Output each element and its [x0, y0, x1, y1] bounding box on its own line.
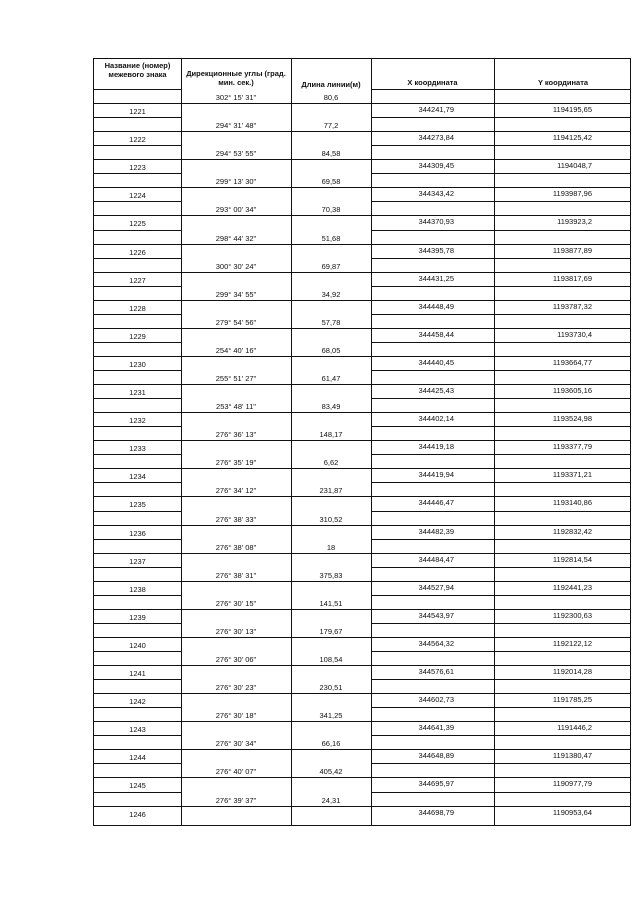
- row-divider: [94, 482, 181, 483]
- x-coordinate: 344440,45: [418, 357, 454, 367]
- x-coordinate: 344695,97: [418, 779, 454, 789]
- x-coordinate: 344482,39: [418, 526, 454, 536]
- point-name: 1234: [129, 472, 146, 482]
- row-divider: [94, 300, 630, 301]
- row-divider: [371, 792, 630, 793]
- point-name: 1230: [129, 359, 146, 369]
- direction-angle: 302° 15' 31": [215, 93, 257, 102]
- row-divider: [94, 623, 181, 624]
- point-name: 1222: [129, 135, 146, 145]
- x-coordinate: 344484,47: [418, 554, 454, 564]
- x-coordinate: 344425,43: [418, 386, 454, 396]
- row-divider: [371, 230, 630, 231]
- x-coordinate: 344395,78: [418, 245, 454, 255]
- line-length: 231,87: [319, 486, 343, 496]
- row-divider: [94, 159, 630, 160]
- line-length: 108,54: [319, 655, 343, 664]
- direction-angle: 254° 40' 16": [215, 345, 257, 355]
- y-coordinate: 1192014,28: [552, 667, 592, 677]
- row-divider: [371, 117, 630, 118]
- row-divider: [94, 398, 181, 399]
- row-divider: [371, 342, 630, 343]
- row-divider: [371, 707, 630, 708]
- direction-angle: 276° 34' 12": [215, 486, 257, 496]
- x-coordinate: 344419,18: [418, 442, 454, 452]
- row-divider: [94, 131, 630, 132]
- row-divider: [94, 230, 181, 231]
- line-length: 66,16: [321, 739, 341, 749]
- row-divider: [94, 707, 181, 708]
- row-divider: [94, 117, 181, 118]
- line-length: 68,05: [321, 345, 341, 355]
- y-coordinate: 1192441,23: [552, 582, 592, 592]
- x-coordinate: 344698,79: [418, 807, 454, 817]
- row-divider: [94, 525, 630, 526]
- point-name: 1223: [129, 163, 146, 173]
- line-length: 141,51: [319, 598, 343, 608]
- row-divider: [371, 398, 630, 399]
- row-divider: [94, 356, 630, 357]
- row-divider: [371, 567, 630, 568]
- row-divider: [94, 581, 630, 582]
- point-name: 1237: [129, 556, 146, 566]
- point-name: 1245: [129, 781, 146, 791]
- direction-angle: 293° 00' 34": [215, 205, 257, 215]
- row-divider: [94, 244, 630, 245]
- row-divider: [371, 763, 630, 764]
- point-name: 1246: [129, 809, 146, 819]
- row-divider: [371, 595, 630, 596]
- row-divider: [371, 454, 630, 455]
- row-divider: [94, 637, 630, 638]
- line-length: 6,62: [323, 458, 339, 468]
- x-coordinate: 344431,25: [418, 273, 454, 283]
- row-divider: [94, 412, 630, 413]
- line-length: 24,31: [321, 795, 341, 805]
- y-coordinate: 1193987,96: [552, 189, 592, 199]
- direction-angle: 276° 36' 13": [215, 430, 257, 440]
- point-name: 1221: [129, 107, 146, 117]
- line-length: 148,17: [319, 430, 343, 440]
- row-divider: [371, 145, 630, 146]
- y-coordinate: 1194048,7: [557, 161, 592, 171]
- row-divider: [371, 482, 630, 483]
- point-name: 1242: [129, 697, 146, 707]
- row-divider: [94, 187, 630, 188]
- point-name: 1238: [129, 584, 146, 594]
- direction-angle: 299° 34' 55": [215, 289, 257, 299]
- y-coordinate: 1193923,2: [557, 217, 592, 227]
- direction-angle: 276° 38' 31": [215, 570, 257, 580]
- y-coordinate: 1193140,86: [552, 498, 592, 508]
- y-coordinate: 1194195,65: [552, 105, 592, 115]
- header-direction-angle: Дирекционные углы (град. мин. сек.): [186, 69, 286, 87]
- row-divider: [94, 609, 630, 610]
- point-name: 1240: [129, 640, 146, 650]
- line-length: 51,68: [321, 233, 341, 243]
- y-coordinate: 1190977,79: [552, 779, 592, 789]
- line-length: 80,6: [323, 93, 339, 102]
- row-divider: [94, 679, 181, 680]
- x-coordinate: 344527,94: [418, 582, 454, 592]
- point-name: 1228: [129, 303, 146, 313]
- x-coordinate: 344241,79: [418, 105, 454, 115]
- row-divider: [94, 468, 630, 469]
- line-length: 70,38: [321, 205, 341, 215]
- line-length: 77,2: [323, 121, 339, 131]
- row-divider: [94, 426, 181, 427]
- header-y-coordinate: Y координата: [537, 78, 589, 87]
- y-coordinate: 1193664,77: [552, 357, 592, 367]
- point-name: 1241: [129, 669, 146, 679]
- row-divider: [94, 539, 181, 540]
- y-coordinate: 1193817,69: [552, 273, 592, 283]
- x-coordinate: 344446,47: [418, 498, 454, 508]
- row-divider: [94, 314, 181, 315]
- direction-angle: 276° 30' 06": [215, 655, 257, 664]
- row-divider: [94, 145, 181, 146]
- direction-angle: 298° 44' 32": [215, 233, 257, 243]
- point-name: 1236: [129, 528, 146, 538]
- row-divider: [371, 201, 630, 202]
- x-coordinate: 344641,39: [418, 723, 454, 733]
- line-length: 310,52: [319, 514, 343, 524]
- row-divider: [94, 272, 630, 273]
- direction-angle: 276° 38' 33": [215, 514, 257, 524]
- row-divider: [94, 215, 630, 216]
- y-coordinate: 1193524,98: [552, 414, 592, 424]
- row-divider: [94, 806, 630, 807]
- row-divider: [371, 314, 630, 315]
- row-divider: [371, 735, 630, 736]
- column-divider: [291, 59, 292, 825]
- direction-angle: 276° 38' 08": [215, 542, 257, 552]
- row-divider: [94, 721, 630, 722]
- direction-angle: 294° 31' 48": [215, 121, 257, 131]
- direction-angle: 294° 53' 55": [215, 149, 257, 159]
- point-name: 1224: [129, 191, 146, 201]
- line-length: 341,25: [319, 711, 343, 721]
- point-name: 1231: [129, 388, 146, 398]
- x-coordinate: 344458,44: [418, 329, 454, 339]
- row-divider: [371, 370, 630, 371]
- x-coordinate: 344370,93: [418, 217, 454, 227]
- y-coordinate: 1192832,42: [552, 526, 592, 536]
- point-name: 1225: [129, 219, 146, 229]
- row-divider: [94, 553, 630, 554]
- y-coordinate: 1192300,63: [552, 610, 592, 620]
- row-divider: [94, 693, 630, 694]
- row-divider: [94, 595, 181, 596]
- y-coordinate: 1193730,4: [557, 329, 592, 339]
- direction-angle: 276° 35' 19": [215, 458, 257, 468]
- y-coordinate: 1193605,16: [552, 386, 592, 396]
- row-divider: [94, 511, 181, 512]
- line-length: 179,67: [319, 626, 343, 636]
- row-divider: [94, 89, 181, 90]
- row-divider: [371, 623, 630, 624]
- point-name: 1233: [129, 444, 146, 454]
- y-coordinate: 1193371,21: [552, 470, 592, 480]
- line-length: 57,78: [321, 317, 341, 327]
- row-divider: [371, 286, 630, 287]
- line-length: 230,51: [319, 683, 343, 693]
- line-length: 375,83: [319, 570, 343, 580]
- row-divider: [94, 103, 630, 104]
- direction-angle: 253° 48' 11": [216, 402, 256, 412]
- direction-angle: 276° 40' 07": [215, 767, 257, 777]
- row-divider: [94, 258, 181, 259]
- x-coordinate: 344602,73: [418, 695, 454, 705]
- y-coordinate: 1192814,54: [552, 554, 592, 564]
- row-divider: [94, 454, 181, 455]
- direction-angle: 276° 39' 37": [215, 795, 257, 805]
- row-divider: [371, 511, 630, 512]
- row-divider: [94, 567, 181, 568]
- row-divider: [94, 328, 630, 329]
- direction-angle: 279° 54' 56": [215, 317, 257, 327]
- row-divider: [94, 749, 630, 750]
- y-coordinate: 1191785,25: [552, 695, 592, 705]
- coordinates-table: [93, 58, 631, 826]
- direction-angle: 276° 30' 15": [215, 598, 257, 608]
- y-coordinate: 1191380,47: [552, 751, 592, 761]
- x-coordinate: 344402,14: [418, 414, 454, 424]
- column-divider: [181, 59, 182, 825]
- line-length: 18: [326, 542, 336, 552]
- row-divider: [94, 792, 181, 793]
- line-length: 69,58: [321, 177, 341, 187]
- line-length: 34,92: [321, 289, 341, 299]
- line-length: 61,47: [321, 374, 341, 383]
- line-length: 83,49: [321, 402, 341, 412]
- row-divider: [371, 651, 630, 652]
- line-length: 84,58: [321, 149, 341, 159]
- point-name: 1243: [129, 725, 146, 735]
- x-coordinate: 344564,32: [418, 638, 454, 648]
- row-divider: [94, 201, 181, 202]
- x-coordinate: 344273,84: [418, 133, 454, 143]
- direction-angle: 300° 30' 24": [215, 261, 257, 271]
- row-divider: [371, 258, 630, 259]
- row-divider: [94, 440, 630, 441]
- row-divider: [371, 539, 630, 540]
- x-coordinate: 344309,45: [418, 161, 454, 171]
- header-line-length: Длина линии(м): [301, 80, 361, 89]
- row-divider: [94, 763, 181, 764]
- point-name: 1232: [129, 416, 146, 426]
- x-coordinate: 344543,97: [418, 610, 454, 620]
- direction-angle: 276° 30' 23": [215, 683, 257, 693]
- x-coordinate: 344448,49: [418, 301, 454, 311]
- row-divider: [94, 735, 181, 736]
- row-divider: [94, 286, 181, 287]
- row-divider: [94, 777, 630, 778]
- header-point-name: Название (номер) межевого знака: [104, 61, 171, 79]
- header-x-coordinate: X координата: [407, 78, 458, 87]
- point-name: 1226: [129, 247, 146, 257]
- row-divider: [371, 679, 630, 680]
- line-length: 69,87: [321, 261, 341, 271]
- row-divider: [371, 426, 630, 427]
- direction-angle: 276° 30' 34": [215, 739, 257, 749]
- y-coordinate: 1192122,12: [552, 638, 592, 648]
- y-coordinate: 1193877,89: [552, 245, 592, 255]
- x-coordinate: 344343,42: [418, 189, 454, 199]
- row-divider: [371, 89, 630, 90]
- direction-angle: 299° 13' 30": [215, 177, 257, 187]
- x-coordinate: 344648,89: [418, 751, 454, 761]
- y-coordinate: 1193787,32: [552, 301, 592, 311]
- line-length: 405,42: [319, 767, 343, 777]
- direction-angle: 255° 51' 27": [215, 374, 257, 383]
- row-divider: [371, 173, 630, 174]
- direction-angle: 276° 30' 13": [215, 626, 257, 636]
- point-name: 1229: [129, 331, 146, 341]
- row-divider: [94, 173, 181, 174]
- direction-angle: 276° 30' 18": [215, 711, 257, 721]
- y-coordinate: 1193377,79: [552, 442, 592, 452]
- row-divider: [94, 384, 630, 385]
- y-coordinate: 1194125,42: [552, 133, 592, 143]
- row-divider: [94, 651, 181, 652]
- point-name: 1239: [129, 612, 146, 622]
- row-divider: [94, 665, 630, 666]
- point-name: 1235: [129, 500, 146, 510]
- y-coordinate: 1190953,64: [552, 807, 592, 817]
- row-divider: [94, 496, 630, 497]
- x-coordinate: 344576,61: [418, 667, 454, 677]
- point-name: 1244: [129, 753, 146, 763]
- point-name: 1227: [129, 275, 146, 285]
- row-divider: [94, 342, 181, 343]
- y-coordinate: 1191446,2: [557, 723, 592, 733]
- row-divider: [94, 370, 181, 371]
- x-coordinate: 344419,94: [418, 470, 454, 480]
